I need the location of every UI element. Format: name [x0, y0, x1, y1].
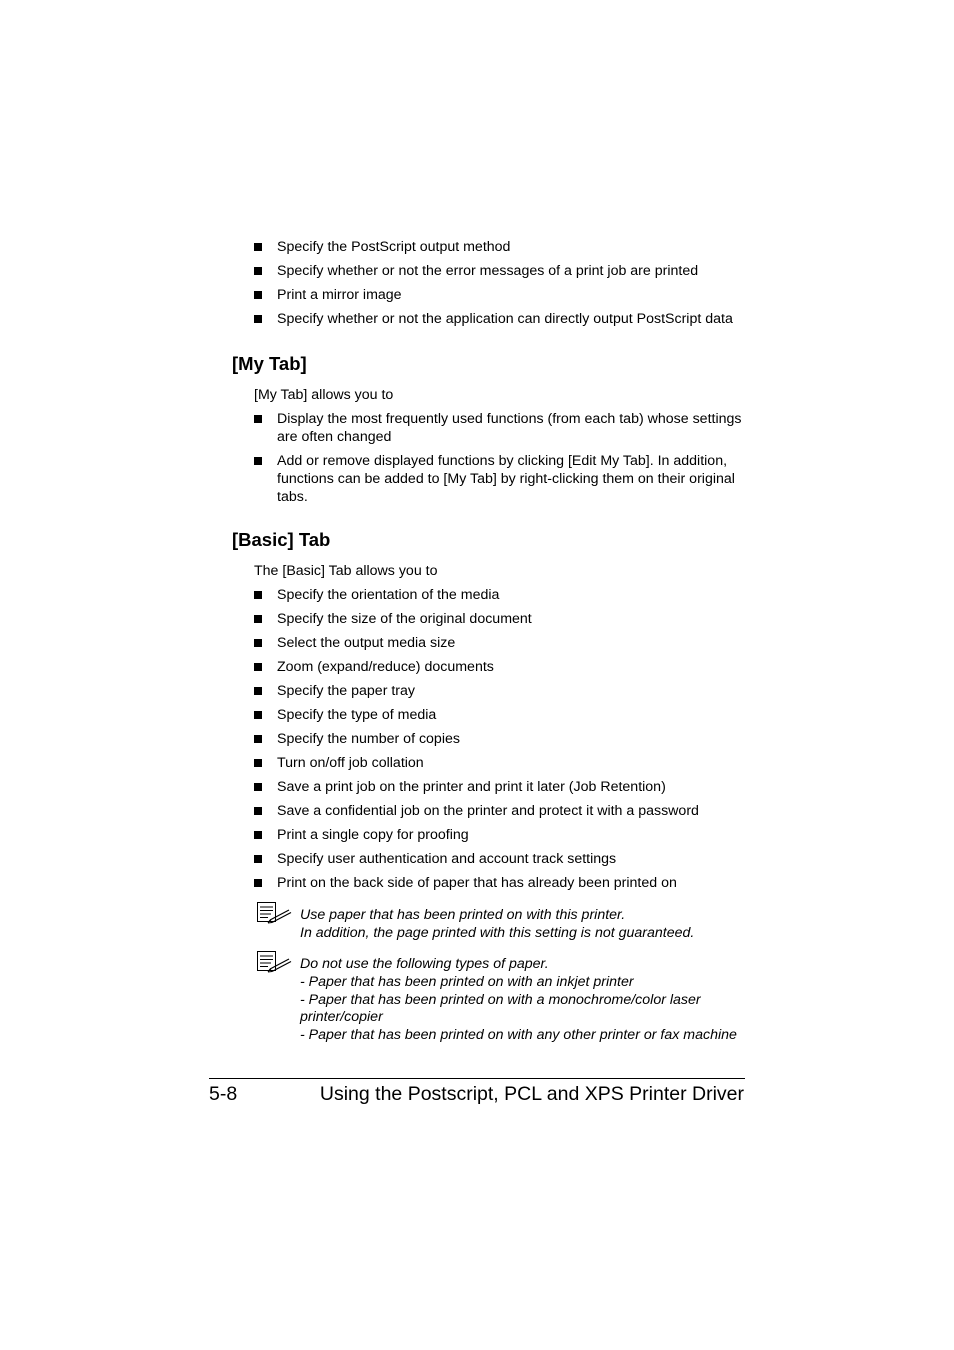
note-pencil-icon [256, 901, 292, 925]
list-item: Specify the orientation of the media [254, 586, 754, 604]
list-item: Specify the size of the original document [254, 610, 754, 628]
bullet-square-icon [254, 831, 262, 839]
basic-tab-heading: [Basic] Tab [232, 529, 331, 550]
list-item: Specify the PostScript output method [254, 238, 754, 256]
list-item: Print on the back side of paper that has already been printed on [254, 874, 754, 892]
bullet-square-icon [254, 855, 262, 863]
bullet-square-icon [254, 759, 262, 767]
bullet-square-icon [254, 807, 262, 815]
bullet-square-icon [254, 315, 262, 323]
list-item: Print a mirror image [254, 286, 754, 304]
page-number: 5-8 [209, 1083, 238, 1105]
list-item: Add or remove displayed functions by clicking [Edit My Tab]. In addition, functions can be added to [My Tab] by right-clicking them on their original tabs. [254, 452, 754, 506]
my-tab-intro: [My Tab] allows you to [254, 387, 394, 403]
bullet-square-icon [254, 457, 262, 465]
list-item: Specify the type of media [254, 706, 754, 724]
bullet-square-icon [254, 243, 262, 251]
bullet-square-icon [254, 291, 262, 299]
bullet-square-icon [254, 735, 262, 743]
bullet-square-icon [254, 879, 262, 887]
bullet-square-icon [254, 267, 262, 275]
list-item: Zoom (expand/reduce) documents [254, 658, 754, 676]
bullet-square-icon [254, 639, 262, 647]
list-item: Specify whether or not the application can directly output PostScript data [254, 310, 754, 328]
list-item: Print a single copy for proofing [254, 826, 754, 844]
list-item: Save a print job on the printer and print it later (Job Retention) [254, 778, 754, 796]
bullet-square-icon [254, 711, 262, 719]
list-item: Specify the number of copies [254, 730, 754, 748]
bullet-square-icon [254, 415, 262, 423]
bullet-square-icon [254, 591, 262, 599]
bullet-square-icon [254, 663, 262, 671]
note-text: Do not use the following types of paper. - Paper that has been printed on with an inkjet printer - Paper that has been printed on with a monochrome/color laser printer/copier - Paper that has been printed on with any other printer or fax machine [300, 956, 737, 1044]
footer-divider [209, 1078, 745, 1079]
bullet-square-icon [254, 687, 262, 695]
bullet-square-icon [254, 783, 262, 791]
list-item: Turn on/off job collation [254, 754, 754, 772]
note-pencil-icon [256, 950, 292, 974]
list-item: Specify whether or not the error messages of a print job are printed [254, 262, 754, 280]
list-item: Specify user authentication and account track settings [254, 850, 754, 868]
list-item: Specify the paper tray [254, 682, 754, 700]
basic-tab-intro: The [Basic] Tab allows you to [254, 563, 438, 579]
list-item: Select the output media size [254, 634, 754, 652]
basic-tab-bullet-list [254, 586, 754, 898]
intro-bullet-list [254, 238, 754, 334]
my-tab-bullet-list [254, 410, 754, 512]
bullet-square-icon [254, 615, 262, 623]
footer-chapter-title: Using the Postscript, PCL and XPS Printer Driver [319, 1083, 744, 1105]
my-tab-heading: [My Tab] [232, 353, 307, 374]
list-item: Display the most frequently used functions (from each tab) whose settings are often changed [254, 410, 754, 446]
note-text: Use paper that has been printed on with this printer. In addition, the page printed with this setting is not guaranteed. [300, 907, 695, 941]
list-item: Save a confidential job on the printer and protect it with a password [254, 802, 754, 820]
